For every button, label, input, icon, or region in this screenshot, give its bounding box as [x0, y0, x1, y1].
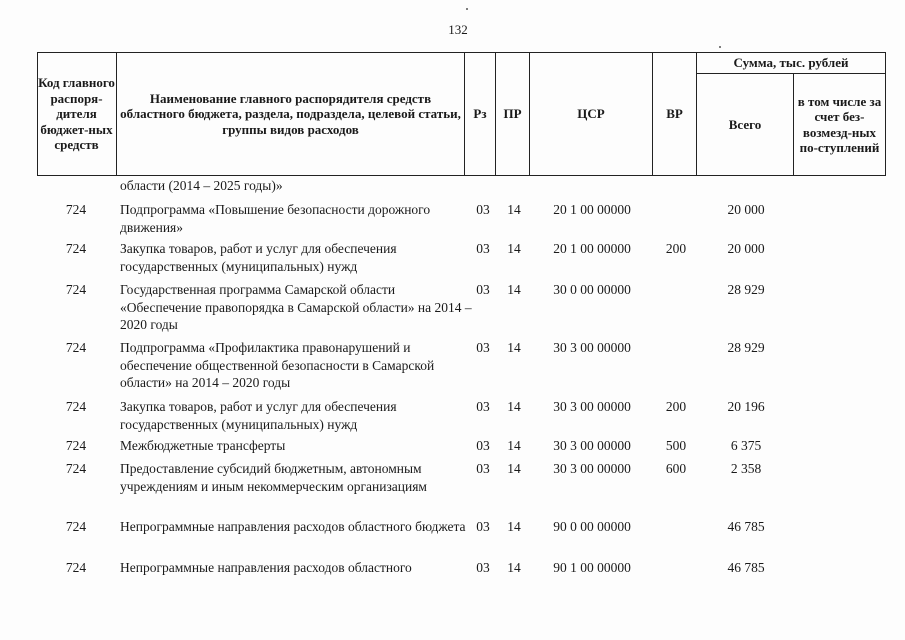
cell-total: 28 929 [727, 282, 765, 297]
cell-rz: 03 [476, 282, 490, 297]
cell-total: 28 929 [727, 340, 765, 355]
cell-rz: 03 [476, 340, 490, 355]
cell-code: 724 [65, 282, 87, 297]
header-total: Всего [728, 116, 762, 132]
col-divider [116, 52, 117, 176]
header-name: Наименование главного распорядителя средств областного бюджета, раздела, подраздела, целевой статьи, группы видов расходов [120, 90, 461, 137]
scan-speck [466, 8, 468, 10]
cell-csr: 20 1 00 00000 [553, 241, 631, 256]
cell-code: 724 [65, 560, 87, 575]
cell-pr: 14 [507, 340, 521, 355]
page-number: 132 [448, 22, 468, 37]
cell-total: 20 000 [727, 202, 765, 217]
header-bottom-rule [37, 175, 886, 176]
header-pr: ПР [503, 106, 522, 122]
cell-code: 724 [65, 438, 87, 453]
cell-total: 46 785 [727, 519, 765, 534]
cell-rz: 03 [476, 241, 490, 256]
cell-pr: 14 [507, 241, 521, 256]
cell-name: Подпрограмма «Повышение безопасности дорожного движения» [120, 202, 431, 235]
cell-pr: 14 [507, 438, 521, 453]
cell-rz: 03 [476, 202, 490, 217]
continuation-text: области (2014 – 2025 годы)» [120, 178, 283, 193]
cell-code: 724 [65, 340, 87, 355]
cell-name: Непрограммные направления расходов областного бюджета [120, 519, 466, 534]
cell-total: 6 375 [730, 438, 762, 453]
cell-pr: 14 [507, 560, 521, 575]
cell-name: Предоставление субсидий бюджетным, автономным учреждениям и иным некоммерческим организациям [120, 461, 427, 494]
cell-rz: 03 [476, 461, 490, 476]
cell-code: 724 [65, 202, 87, 217]
cell-name: Закупка товаров, работ и услуг для обеспечения государственных (муниципальных) нужд [120, 399, 397, 432]
cell-pr: 14 [507, 399, 521, 414]
cell-vr: 200 [665, 399, 687, 414]
cell-rz: 03 [476, 399, 490, 414]
cell-vr: 500 [665, 438, 687, 453]
cell-total: 20 000 [727, 241, 765, 256]
cell-csr: 30 3 00 00000 [553, 461, 631, 476]
scan-speck [719, 46, 721, 48]
cell-pr: 14 [507, 519, 521, 534]
cell-name: Государственная программа Самарской области «Обеспечение правопорядка в Самарской области» на 2014 – 2020 годы [120, 282, 472, 332]
cell-code: 724 [65, 241, 87, 256]
cell-csr: 90 1 00 00000 [553, 560, 631, 575]
cell-csr: 90 0 00 00000 [553, 519, 631, 534]
cell-code: 724 [65, 399, 87, 414]
col-divider [885, 52, 886, 176]
cell-pr: 14 [507, 461, 521, 476]
cell-name: Непрограммные направления расходов областного [120, 560, 412, 575]
cell-csr: 30 3 00 00000 [553, 438, 631, 453]
cell-vr: 600 [665, 461, 687, 476]
cell-code: 724 [65, 519, 87, 534]
header-csr: ЦСР [577, 106, 605, 122]
cell-name: Закупка товаров, работ и услуг для обеспечения государственных (муниципальных) нужд [120, 241, 397, 274]
header-vr: ВР [666, 106, 683, 122]
cell-rz: 03 [476, 438, 490, 453]
cell-total: 46 785 [727, 560, 765, 575]
cell-csr: 30 3 00 00000 [553, 399, 631, 414]
cell-pr: 14 [507, 282, 521, 297]
cell-rz: 03 [476, 519, 490, 534]
cell-name: Подпрограмма «Профилактика правонарушений и обеспечение общественной безопасности в Самарской области» на 2014 – 2020 годы [120, 340, 435, 390]
cell-name: Межбюджетные трансферты [120, 438, 286, 453]
cell-pr: 14 [507, 202, 521, 217]
header-code: Код главного распоря-дителя бюджет-ных средств [38, 75, 115, 153]
cell-code: 724 [65, 461, 87, 476]
cell-total: 20 196 [727, 399, 765, 414]
cell-csr: 30 3 00 00000 [553, 340, 631, 355]
header-incl: в том числе за счет без-возмезд-ных по-ступлений [797, 93, 882, 155]
cell-total: 2 358 [730, 461, 762, 476]
cell-rz: 03 [476, 560, 490, 575]
cell-csr: 20 1 00 00000 [553, 202, 631, 217]
header-rz: Рз [473, 106, 487, 122]
cell-csr: 30 0 00 00000 [553, 282, 631, 297]
header-sum: Сумма, тыс. рублей [733, 55, 849, 71]
table-header [37, 52, 886, 176]
cell-vr: 200 [665, 241, 687, 256]
